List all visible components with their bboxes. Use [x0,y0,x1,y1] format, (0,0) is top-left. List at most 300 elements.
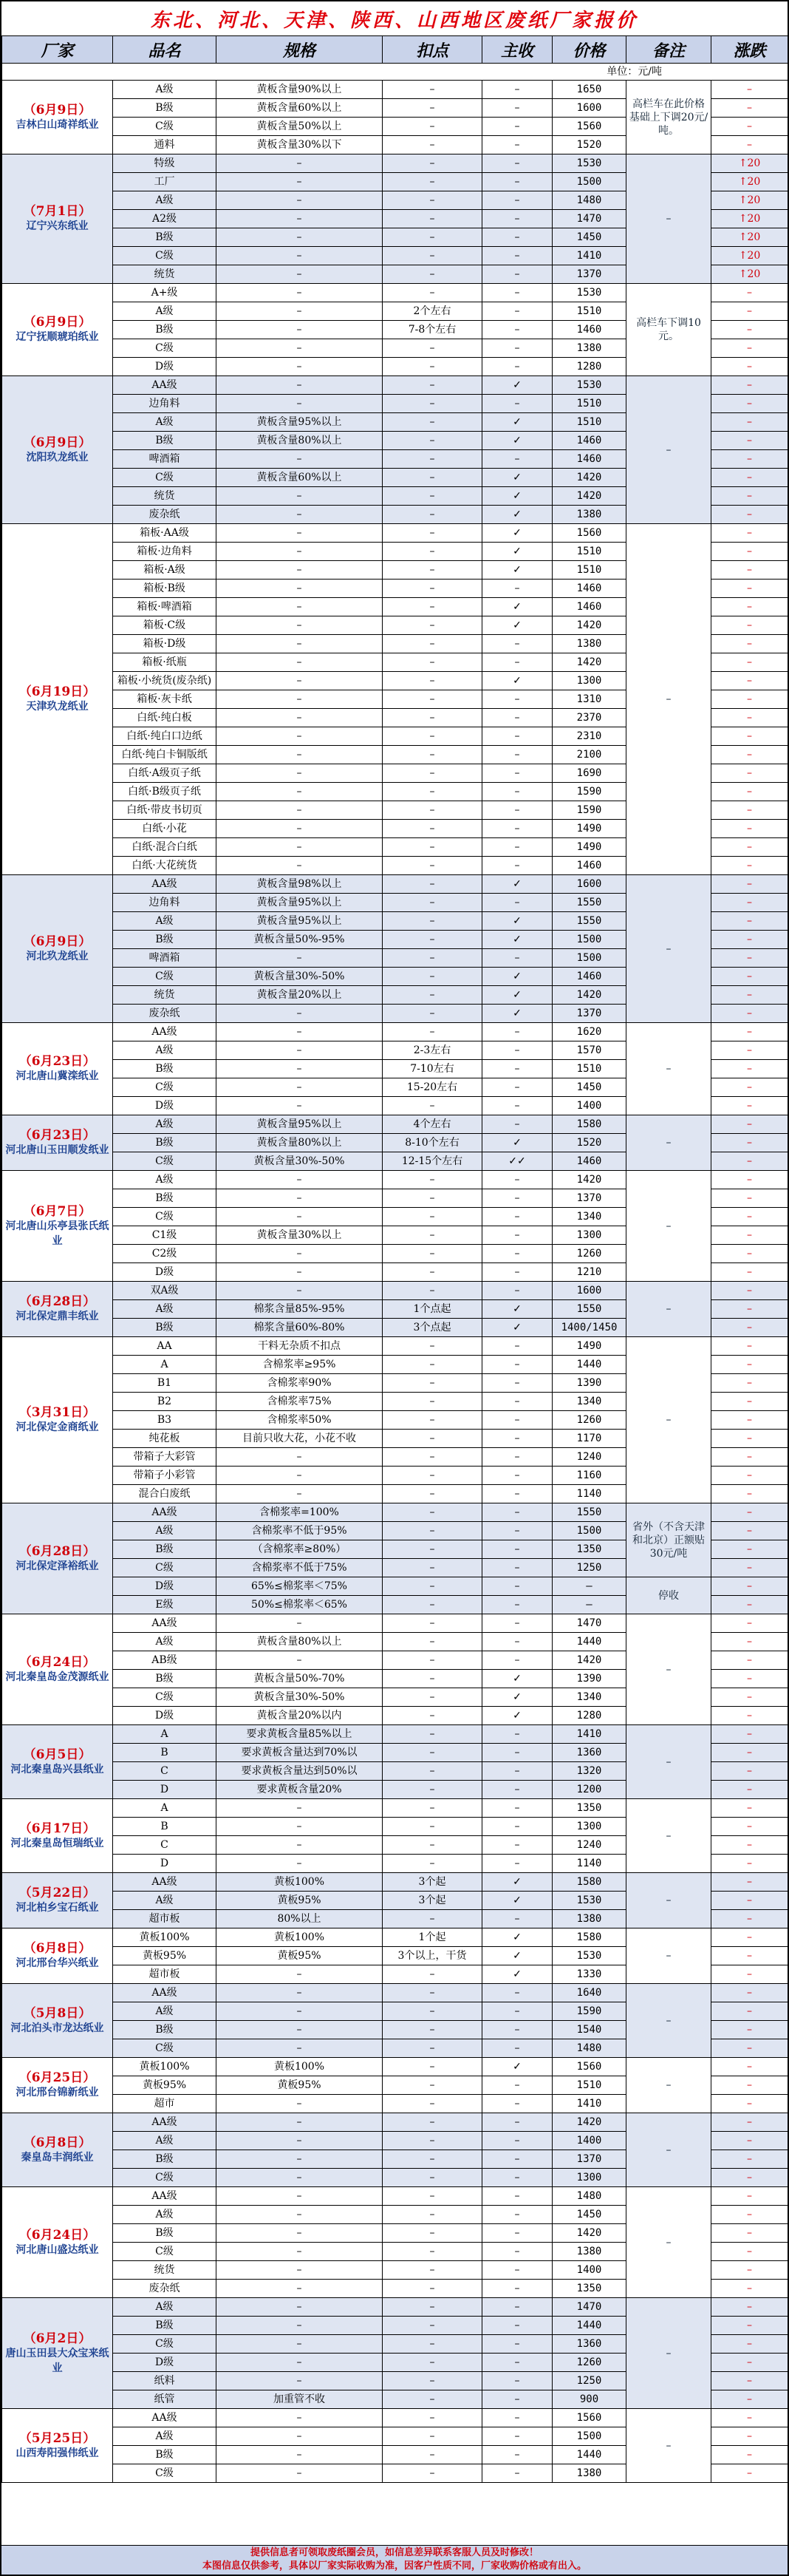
deduction-cell: – [383,1171,482,1189]
spec-cell: – [216,2169,383,2187]
change-cell: – [711,1744,788,1762]
price-cell: 1520 [553,1134,626,1152]
change-cell: – [711,783,788,801]
table-row [2,1725,788,1744]
grade-cell: AA级 [113,1873,216,1892]
deduction-cell: – [383,1781,482,1799]
change-cell: – [711,1503,788,1522]
price-cell: 1240 [553,1836,626,1855]
deduction-cell: – [383,136,482,154]
factory-name: 河北秦皇岛金茂源纸业 [5,1671,109,1683]
grade-cell: 黄板95% [113,1947,216,1965]
main-cell: – [482,1023,553,1041]
factory-name: 秦皇岛丰润纸业 [21,2151,94,2164]
deduction-cell: – [383,857,482,875]
deduction-cell: – [383,2409,482,2427]
main-cell: – [482,857,553,875]
change-cell: – [711,635,788,653]
spec-cell: 黄板100% [216,1928,383,1947]
deduction-cell: – [383,2095,482,2113]
spec-cell: 黄板含量60%以上 [216,99,383,118]
main-cell: – [482,2224,553,2243]
main-cell: – [482,1781,553,1799]
spec-cell: 含棉浆率50% [216,1411,383,1430]
factory-date: （6月25日） [18,2070,96,2085]
change-cell: – [711,1670,788,1688]
change-cell: – [711,1023,788,1041]
change-cell: – [711,1559,788,1577]
grade-cell: A级 [113,1892,216,1910]
col-factory: 厂家 [2,36,113,64]
grade-cell: 统货 [113,265,216,284]
grade-cell: A级 [113,2427,216,2446]
change-cell: – [711,857,788,875]
deduction-cell: – [383,1596,482,1614]
spec-cell: – [216,1189,383,1208]
grade-cell: 箱板·C级 [113,616,216,635]
main-cell: – [482,2039,553,2058]
price-cell: 1460 [553,857,626,875]
spec-cell: 黄板含量30%-50% [216,968,383,986]
change-cell: – [711,764,788,783]
main-cell: – [482,1430,553,1448]
table-row [2,1282,788,1300]
spec-cell: – [216,487,383,506]
spec-cell: – [216,1855,383,1873]
grade-cell: C级 [113,1688,216,1707]
grade-cell: B级 [113,1319,216,1337]
grade-cell: 白纸·大花统货 [113,857,216,875]
change-cell: – [711,2372,788,2390]
col-deduction: 扣点 [383,36,482,64]
grade-cell: D [113,1781,216,1799]
spec-cell: – [216,2187,383,2206]
main-cell: – [482,2317,553,2335]
deduction-cell: – [383,1910,482,1928]
note-cell-secondary: 停收 [626,1577,711,1614]
change-cell: – [711,2354,788,2372]
grade-cell: D [113,1855,216,1873]
note-cell: – [626,2058,711,2113]
deduction-cell: – [383,2224,482,2243]
grade-cell: 箱板·啤酒箱 [113,598,216,616]
grade-cell: A [113,1799,216,1818]
price-cell: 1400 [553,1097,626,1115]
change-cell: ↑20 [711,210,788,228]
deduction-cell: – [383,1965,482,1984]
deduction-cell: – [383,968,482,986]
price-cell: 1440 [553,1356,626,1374]
change-cell: – [711,986,788,1005]
grade-cell: 边角料 [113,395,216,413]
spec-cell: – [216,2132,383,2150]
deduction-cell: – [383,672,482,690]
price-cell: 1510 [553,1060,626,1078]
main-cell: – [482,2298,553,2317]
spec-cell: – [216,2335,383,2354]
main-cell: ✓ [482,506,553,524]
deduction-cell: – [383,1448,482,1467]
deduction-cell: – [383,1467,482,1485]
deduction-cell: – [383,1725,482,1744]
deduction-cell: – [383,469,482,487]
price-cell: 1390 [553,1670,626,1688]
change-cell: – [711,2169,788,2187]
deduction-cell: – [383,118,482,136]
spec-cell: – [216,1060,383,1078]
price-cell: 1310 [553,690,626,709]
change-cell: – [711,949,788,968]
price-cell: 1550 [553,912,626,931]
spec-cell: – [216,524,383,543]
deduction-cell: – [383,1503,482,1522]
main-cell: ✓ [482,616,553,635]
price-cell: 1340 [553,1208,626,1226]
price-cell: 1500 [553,2427,626,2446]
main-cell: – [482,1356,553,1374]
grade-cell: 箱板·纸瓶 [113,653,216,672]
factory-name: 河北柏乡宝石纸业 [16,1902,99,1914]
price-cell: 1530 [553,284,626,302]
main-cell: – [482,635,553,653]
grade-cell: B级 [113,1189,216,1208]
change-cell: – [711,2409,788,2427]
main-cell: – [482,1651,553,1670]
price-cell: 1320 [553,1762,626,1781]
change-cell: – [711,672,788,690]
factory-name: 河北邢台锦新纸业 [16,2087,99,2098]
price-cell: – [553,1596,626,1614]
note-cell: – [626,2187,711,2298]
note-cell: – [626,524,711,875]
change-cell: – [711,912,788,931]
price-cell: 1560 [553,2409,626,2427]
main-cell: – [482,1503,553,1522]
deduction-cell: – [383,487,482,506]
factory-name: 河北邢台华兴纸业 [16,1957,99,1969]
main-cell: – [482,247,553,265]
spec-cell: – [216,2243,383,2261]
deduction-cell: 1个点起 [383,1300,482,1319]
deduction-cell: – [383,1633,482,1651]
change-cell: – [711,1171,788,1189]
price-cell: 1460 [553,432,626,450]
change-cell: – [711,543,788,561]
grade-cell: D级 [113,1577,216,1596]
deduction-cell: – [383,1836,482,1855]
main-cell: – [482,1115,553,1134]
price-cell: 1460 [553,1152,626,1171]
change-cell: – [711,284,788,302]
price-cell: 1170 [553,1430,626,1448]
change-cell: – [711,302,788,321]
deduction-cell: – [383,81,482,99]
grade-cell: B3 [113,1411,216,1430]
grade-cell: C级 [113,1078,216,1097]
grade-cell: AA级 [113,2113,216,2132]
price-cell: 1590 [553,801,626,820]
spec-cell: – [216,801,383,820]
factory-date: （5月22日） [18,1886,96,1900]
main-cell: – [482,1282,553,1300]
deduction-cell: – [383,1411,482,1430]
grade-cell: A级 [113,302,216,321]
price-cell: 1540 [553,2021,626,2039]
price-cell: 1560 [553,118,626,136]
spec-cell: – [216,1965,383,1984]
price-cell: 1250 [553,2372,626,2390]
deduction-cell: – [383,2206,482,2224]
price-cell: 1380 [553,2243,626,2261]
spec-cell: – [216,2354,383,2372]
deduction-cell: – [383,2427,482,2446]
deduction-cell: – [383,1984,482,2002]
price-cell: 1420 [553,487,626,506]
grade-cell: D级 [113,1263,216,1282]
grade-cell: 边角料 [113,894,216,912]
spec-cell: – [216,1023,383,1041]
deduction-cell: – [383,506,482,524]
grade-cell: C级 [113,2335,216,2354]
main-cell: – [482,2446,553,2464]
factory-cell [2,1725,113,1799]
main-cell: – [482,284,553,302]
change-cell: – [711,1005,788,1023]
table-row [2,154,788,173]
unit-row [2,64,788,81]
spec-cell: – [216,2224,383,2243]
deduction-cell: – [383,339,482,358]
spec-cell: – [216,2298,383,2317]
change-cell: – [711,2150,788,2169]
main-cell: ✓ [482,376,553,395]
deduction-cell: – [383,1670,482,1688]
spec-cell: 黄板含量60%以上 [216,469,383,487]
note-cell: – [626,1337,711,1503]
grade-cell: AA级 [113,2409,216,2427]
factory-cell [2,1337,113,1503]
main-cell: ✓ [482,1965,553,1984]
deduction-cell: – [383,1559,482,1577]
main-cell: – [482,191,553,210]
grade-cell: C级 [113,339,216,358]
main-cell: – [482,1614,553,1633]
deduction-cell: – [383,1023,482,1041]
spec-cell: – [216,210,383,228]
change-cell: – [711,1947,788,1965]
spec-cell: – [216,2095,383,2113]
deduction-cell: – [383,561,482,580]
deduction-cell: – [383,358,482,376]
grade-cell: B级 [113,228,216,247]
spec-cell: – [216,616,383,635]
note-cell: 省外（不含天津和北京）正额贴30元/吨 [626,1503,711,1577]
factory-name: 沈阳玖龙纸业 [26,451,89,463]
grade-cell: 超市板 [113,1910,216,1928]
change-cell: ↑20 [711,173,788,191]
main-cell: – [482,1245,553,1263]
deduction-cell: – [383,2261,482,2280]
change-cell: – [711,1448,788,1467]
main-cell: – [482,2021,553,2039]
factory-date: （6月7日） [23,1203,92,1219]
table-row [2,2058,788,2076]
col-change: 涨跌 [711,36,788,64]
spec-cell: 含棉浆率不低于95% [216,1522,383,1540]
spec-cell: – [216,173,383,191]
table-row [2,1577,788,1596]
price-cell: 1510 [553,561,626,580]
deduction-cell: – [383,432,482,450]
change-cell: – [711,1928,788,1947]
deduction-cell: – [383,1208,482,1226]
main-cell: – [482,99,553,118]
main-cell: – [482,1910,553,1928]
main-cell: – [482,1097,553,1115]
main-cell: – [482,2261,553,2280]
main-cell: ✓ [482,986,553,1005]
deduction-cell: – [383,1762,482,1781]
deduction-cell: – [383,2354,482,2372]
price-cell: 2370 [553,709,626,727]
change-cell: – [711,1189,788,1208]
table-row [2,875,788,894]
change-cell: – [711,653,788,672]
factory-name: 河北秦皇岛恒瑞纸业 [10,1837,104,1849]
table-row [2,1115,788,1134]
spec-cell: 黄板含量50%-70% [216,1670,383,1688]
price-cell: 1460 [553,321,626,339]
price-cell: 1350 [553,1799,626,1818]
change-cell: – [711,1781,788,1799]
price-cell: 1580 [553,1873,626,1892]
main-cell: – [482,1559,553,1577]
main-cell: – [482,136,553,154]
price-cell: 1460 [553,598,626,616]
main-cell: – [482,1337,553,1356]
factory-date: （6月5日） [23,1747,92,1762]
factory-cell [2,2187,113,2298]
grade-cell: C [113,1762,216,1781]
factory-cell [2,2409,113,2483]
deduction-cell: – [383,2113,482,2132]
price-cell: 1550 [553,1300,626,1319]
spec-cell: – [216,1448,383,1467]
change-cell: – [711,2427,788,2446]
deduction-cell: – [383,1374,482,1393]
factory-date: （6月9日） [23,102,92,118]
deduction-cell: – [383,894,482,912]
change-cell: – [711,746,788,764]
grade-cell: 箱板·AA级 [113,524,216,543]
change-cell: – [711,968,788,986]
table-row [2,1873,788,1892]
deduction-cell: – [383,1577,482,1596]
change-cell: – [711,1836,788,1855]
deduction-cell: – [383,1707,482,1725]
spec-cell: 黄板含量30%以下 [216,136,383,154]
grade-cell: B级 [113,1060,216,1078]
price-cell: 1420 [553,1171,626,1189]
spec-cell: 要求黄板含量20% [216,1781,383,1799]
change-cell: – [711,1337,788,1356]
change-cell: – [711,469,788,487]
spec-cell: 目前只收大花，小花不收 [216,1430,383,1448]
spec-cell: – [216,598,383,616]
grade-cell: 超市板 [113,1965,216,1984]
spec-cell: 黄板含量95%以上 [216,894,383,912]
deduction-cell: 3个以上，干货 [383,1947,482,1965]
change-cell: – [711,1540,788,1559]
factory-date: （6月23日） [18,1054,96,1069]
spec-cell: – [216,672,383,690]
spec-cell: – [216,727,383,746]
spec-cell: 黄板100% [216,1873,383,1892]
factory-name: 河北泊头市龙达纸业 [10,2022,104,2034]
spec-cell: 含棉浆率≥95% [216,1356,383,1374]
deduction-cell: – [383,1522,482,1540]
grade-cell: A2级 [113,210,216,228]
main-cell: – [482,764,553,783]
deduction-cell: – [383,2058,482,2076]
note-cell: – [626,1725,711,1799]
grade-cell: 箱板·灰卡纸 [113,690,216,709]
deduction-cell: – [383,1744,482,1762]
main-cell: ✓ [482,1947,553,1965]
price-cell: 1360 [553,1744,626,1762]
price-cell: – [553,1577,626,1596]
price-cell: 1380 [553,339,626,358]
change-cell: – [711,506,788,524]
change-cell: – [711,321,788,339]
change-cell: ↑20 [711,265,788,284]
main-cell: – [482,2150,553,2169]
grade-cell: D级 [113,1707,216,1725]
spec-cell: 黄板含量50%以上 [216,118,383,136]
deduction-cell: – [383,413,482,432]
price-cell: 1590 [553,783,626,801]
main-cell: – [482,1485,553,1503]
deduction-cell: – [383,820,482,838]
grade-cell: A级 [113,1633,216,1651]
factory-date: （6月17日） [18,1821,96,1836]
deduction-cell: – [383,1485,482,1503]
main-cell: – [482,1374,553,1393]
change-cell: – [711,1430,788,1448]
factory-name: 河北唐山乐亭县张氏纸业 [5,1220,109,1247]
spec-cell: 黄板95% [216,2076,383,2095]
change-cell: – [711,1725,788,1744]
spec-cell: – [216,2206,383,2224]
factory-cell [2,1799,113,1873]
change-cell: – [711,1208,788,1226]
main-cell: – [482,783,553,801]
deduction-cell: – [383,801,482,820]
main-cell: – [482,727,553,746]
grade-cell: AB级 [113,1651,216,1670]
change-cell: – [711,690,788,709]
col-price: 价格 [553,36,626,64]
grade-cell: B级 [113,99,216,118]
change-cell: – [711,524,788,543]
grade-cell: A [113,1725,216,1744]
spec-cell: – [216,783,383,801]
grade-cell: A级 [113,81,216,99]
spec-cell: – [216,358,383,376]
price-cell: 1280 [553,358,626,376]
spec-cell: 65%≤棉浆率＜75% [216,1577,383,1596]
price-cell: 1510 [553,413,626,432]
